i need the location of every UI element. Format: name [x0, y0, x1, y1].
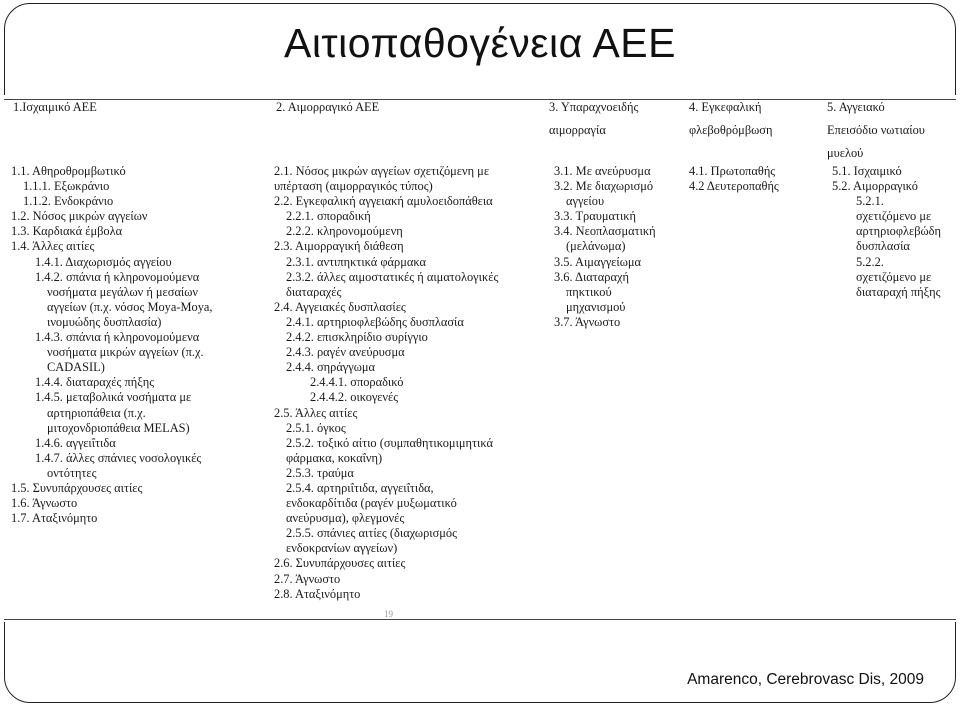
column-header-2	[276, 96, 379, 119]
table-entry: 2.5.2. τοξικό αίτιο (συμπαθητικομιμητικά	[286, 435, 493, 450]
table-entry: υπέρταση (αιμορραγικός τύπος)	[274, 179, 433, 194]
table-entry: 2.2.1. σποραδική	[286, 209, 371, 224]
table-entry: 1.4.5. μεταβολικά νοσήματα με	[35, 390, 192, 405]
table-entry: 1.4.2. σπάνια ή κληρονομούμενα	[35, 269, 200, 284]
table-entry: ενδοκαρδίτιδα (ραγέν μυξωματικό	[286, 496, 457, 511]
table-entry: αρτηριοφλεβώδη	[856, 224, 941, 239]
table-entry: διαταραχές	[286, 284, 342, 299]
table-entry: 5.2. Αιμορραγικό	[832, 179, 918, 194]
table-entry: 2.5. Άλλες αιτίες	[274, 405, 358, 420]
table-column-2	[274, 164, 498, 602]
table-entry: 1.6. Άγνωστο	[11, 496, 78, 511]
table-entry: 2.4.3. ραγέν ανεύρυσμα	[286, 345, 405, 360]
column-header-line: αιμορραγία	[549, 123, 606, 137]
table-entry: 1.2. Νόσος μικρών αγγείων	[11, 209, 148, 224]
column-header-5	[827, 96, 925, 165]
table-entry: αγγείου	[566, 194, 605, 209]
column-header-line: 3. Υπαραχνοειδής	[549, 100, 639, 114]
table-entry: 1.4.3. σπάνια ή κληρονομούμενα	[35, 330, 200, 345]
column-header-4	[689, 96, 772, 142]
table-entry: μηχανισμού	[566, 299, 626, 314]
table-entry: (μελάνωμα)	[566, 239, 626, 254]
column-header-1	[13, 96, 97, 119]
table-bottom-border	[4, 619, 956, 620]
table-top-border	[4, 99, 956, 100]
table-entry: φάρμακα, κοκαΐνη)	[286, 450, 383, 465]
table-entry: 2.2. Εγκεφαλική αγγειακή αμυλοειδοπάθεια	[274, 194, 493, 209]
table-entry: ινομυώδης δυσπλασία)	[47, 314, 162, 329]
table-entry: 1.3. Καρδιακά έμβολα	[11, 224, 123, 239]
table-column-1	[11, 164, 213, 526]
table-entry: 2.5.3. τραύμα	[286, 465, 354, 480]
table-entry: αγγείων (π.χ. νόσος Moya-Moya,	[47, 299, 213, 314]
column-header-line: φλεβοθρόμβωση	[689, 123, 773, 137]
table-entry: μιτοχονδριοπάθεια MELAS)	[47, 420, 190, 435]
slide-title: Αιτιοπαθογένεια ΑΕΕ	[283, 20, 677, 66]
table-entry: 2.3.1. αντιπηκτικά φάρμακα	[286, 254, 426, 269]
table-entry: 2.5.1. όγκος	[286, 420, 346, 435]
column-header-line: 5. Αγγειακό	[827, 100, 885, 114]
column-header-line: 2. Αιμορραγικό ΑΕΕ	[276, 100, 380, 114]
table-entry: 3.6. Διαταραχή	[554, 269, 629, 284]
table-entry: 2.4.4. σηράγγωμα	[286, 360, 376, 375]
table-entry: 1.4.1. Διαχωρισμός αγγείου	[35, 254, 172, 269]
table-entry: νοσήματα μικρών αγγείων (π.χ.	[47, 345, 204, 360]
table-entry: 5.2.2.	[856, 254, 884, 269]
table-entry: οντότητες	[47, 465, 97, 480]
table-entry: 2.4.4.2. οικογενές	[310, 390, 399, 405]
table-entry: 4.1. Πρωτοπαθής	[689, 164, 776, 178]
column-header-line: Επεισόδιο νωτιαίου	[827, 123, 925, 137]
table-entry: 2.5.5. σπάνιες αιτίες (διαχωρισμός	[286, 526, 458, 541]
table-entry: 3.5. Αιμαγγείωμα	[554, 254, 641, 269]
table-entry: 5.2.1.	[856, 194, 884, 209]
table-entry: 2.6. Συνυπάρχουσες αιτίες	[274, 556, 406, 571]
table-entry: 2.5.4. αρτηριΐτιδα, αγγειΐτιδα,	[286, 480, 434, 495]
column-header-line: 4. Εγκεφαλική	[689, 100, 762, 114]
table-entry: διαταραχή πήξης	[856, 284, 941, 299]
table-entry: 3.1. Με ανεύρυσμα	[554, 164, 651, 178]
table-entry: αρτηριοπάθεια (π.χ.	[47, 405, 146, 420]
table-entry: 2.3. Αιμορραγική διάθεση	[274, 239, 404, 254]
table-entry: 1.4. Άλλες αιτίες	[11, 239, 95, 254]
table-column-5	[832, 164, 941, 300]
table-entry: ανεύρυσμα), φλεγμονές	[286, 511, 405, 526]
table-entry: 3.2. Με διαχωρισμό	[554, 179, 654, 194]
table-entry: 2.4.1. αρτηριοφλεβώδης δυσπλασία	[286, 314, 464, 329]
table-entry: 1.7. Αταξινόμητο	[11, 511, 98, 526]
table-entry: 2.8. Αταξινόμητο	[274, 586, 361, 601]
table-column-4	[689, 164, 779, 194]
table-entry: σχετιζόμενο με	[856, 209, 932, 224]
table-entry: ενδοκρανίων αγγείων)	[286, 541, 398, 556]
table-entry: 2.4.2. επισκληρίδιο συρίγγιο	[286, 330, 428, 345]
table-entry: 3.3. Τραυματική	[554, 209, 637, 224]
table-entry: νοσήματα μεγάλων ή μεσαίων	[47, 284, 199, 299]
citation: Amarenco, Cerebrovasc Dis, 2009	[687, 671, 924, 688]
table-entry: 3.7. Άγνωστο	[554, 314, 621, 329]
table-entry: πηκτικού	[566, 284, 612, 299]
table-entry: 1.4.4. διαταραχές πήξης	[35, 375, 155, 390]
table-entry: δυσπλασία	[856, 239, 910, 254]
table-entry: 2.1. Νόσος μικρών αγγείων σχετιζόμενη με	[274, 164, 490, 178]
table-entry: 1.1.1. Εξωκράνιο	[23, 179, 110, 194]
column-header-3	[549, 96, 638, 142]
table-entry: 1.4.6. αγγειΐτιδα	[35, 435, 116, 450]
table-entry: σχετιζόμενο με	[856, 269, 932, 284]
table-entry: CADASIL)	[47, 360, 105, 375]
table-entry: 1.5. Συνυπάρχουσες αιτίες	[11, 480, 143, 495]
table-column-3	[554, 164, 656, 330]
table-entry: 4.2 Δευτεροπαθής	[689, 179, 779, 194]
table-entry: 1.4.7. άλλες σπάνιες νοσολογικές	[35, 450, 202, 465]
table-entry: 3.4. Νεοπλασματική	[554, 224, 656, 239]
table-entry: 5.1. Ισχαιμικό	[832, 164, 902, 178]
table-entry: 2.3.2. άλλες αιμοστατικές ή αιματολογικές	[286, 269, 499, 284]
column-header-line: 1.Ισχαιμικό ΑΕΕ	[13, 100, 97, 114]
table-entry: 2.4. Αγγειακές δυσπλασίες	[274, 299, 406, 314]
page-number: 19	[384, 609, 393, 619]
column-header-line: μυελού	[827, 146, 864, 160]
table-entry: 2.7. Άγνωστο	[274, 571, 341, 586]
table-entry: 1.1.2. Ενδοκράνιο	[23, 194, 114, 209]
table-entry: 2.2.2. κληρονομούμενη	[286, 224, 403, 239]
table-entry: 2.4.4.1. σποραδικό	[310, 375, 404, 390]
table-entry: 1.1. Αθηροθρομβωτικό	[11, 164, 126, 178]
